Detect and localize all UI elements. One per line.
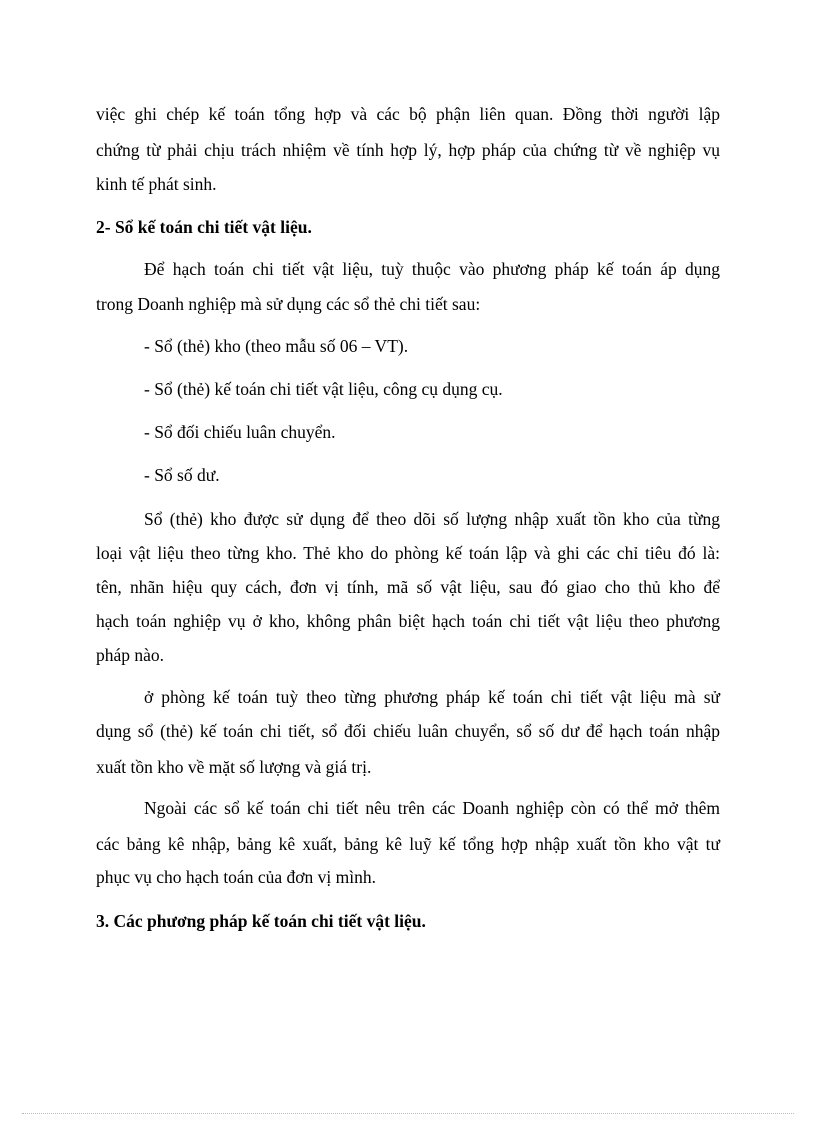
- text-line: tên, nhãn hiệu quy cách, đơn vị tính, mã số vật liệu, sau đó giao cho thủ kho để: [96, 577, 720, 597]
- text-line: hạch toán nghiệp vụ ở kho, không phân biệt hạch toán chi tiết vật liệu theo phương: [96, 611, 720, 631]
- text-line: ở phòng kế toán tuỳ theo từng phương pháp kế toán chi tiết vật liệu mà sử: [144, 687, 720, 707]
- text-line: xuất tồn kho về mặt số lượng và giá trị.: [96, 757, 372, 777]
- page-bottom-dotted-rule: [22, 1113, 794, 1114]
- text-line: phục vụ cho hạch toán của đơn vị mình.: [96, 867, 376, 887]
- text-line: dụng sổ (thẻ) kế toán chi tiết, sổ đối chiếu luân chuyển, sổ số dư để hạch toán nhập: [96, 721, 720, 741]
- list-item: - Sổ (thẻ) kế toán chi tiết vật liệu, công cụ dụng cụ.: [144, 379, 503, 399]
- list-item: - Sổ đối chiếu luân chuyển.: [144, 422, 336, 442]
- section-heading-2: 2- Sổ kế toán chi tiết vật liệu.: [96, 217, 312, 237]
- section-heading-3: 3. Các phương pháp kế toán chi tiết vật liệu.: [96, 911, 426, 931]
- text-line: pháp nào.: [96, 645, 165, 665]
- list-item: - Sổ số dư.: [144, 465, 220, 485]
- text-line: Sổ (thẻ) kho được sử dụng để theo dõi số lượng nhập xuất tồn kho của từng: [144, 509, 720, 529]
- list-item: - Sổ (thẻ) kho (theo mẫu số 06 – VT).: [144, 336, 409, 356]
- text-line: kinh tế phát sinh.: [96, 174, 217, 194]
- text-line: Để hạch toán chi tiết vật liệu, tuỳ thuộc vào phương pháp kế toán áp dụng: [144, 259, 720, 279]
- text-line: Ngoài các sổ kế toán chi tiết nêu trên các Doanh nghiệp còn có thể mở thêm: [144, 798, 720, 818]
- text-line: việc ghi chép kế toán tổng hợp và các bộ phận liên quan. Đồng thời người lập: [96, 104, 720, 124]
- text-line: trong Doanh nghiệp mà sử dụng các sổ thẻ chi tiết sau:: [96, 294, 481, 314]
- text-line: các bảng kê nhập, bảng kê xuất, bảng kê luỹ kế tổng hợp nhập xuất tồn kho vật tư: [96, 834, 720, 854]
- text-line: loại vật liệu theo từng kho. Thẻ kho do phòng kế toán lập và ghi các chỉ tiêu đó là:: [96, 543, 720, 563]
- text-line: chứng từ phải chịu trách nhiệm về tính hợp lý, hợp pháp của chứng từ về nghiệp vụ: [96, 140, 720, 160]
